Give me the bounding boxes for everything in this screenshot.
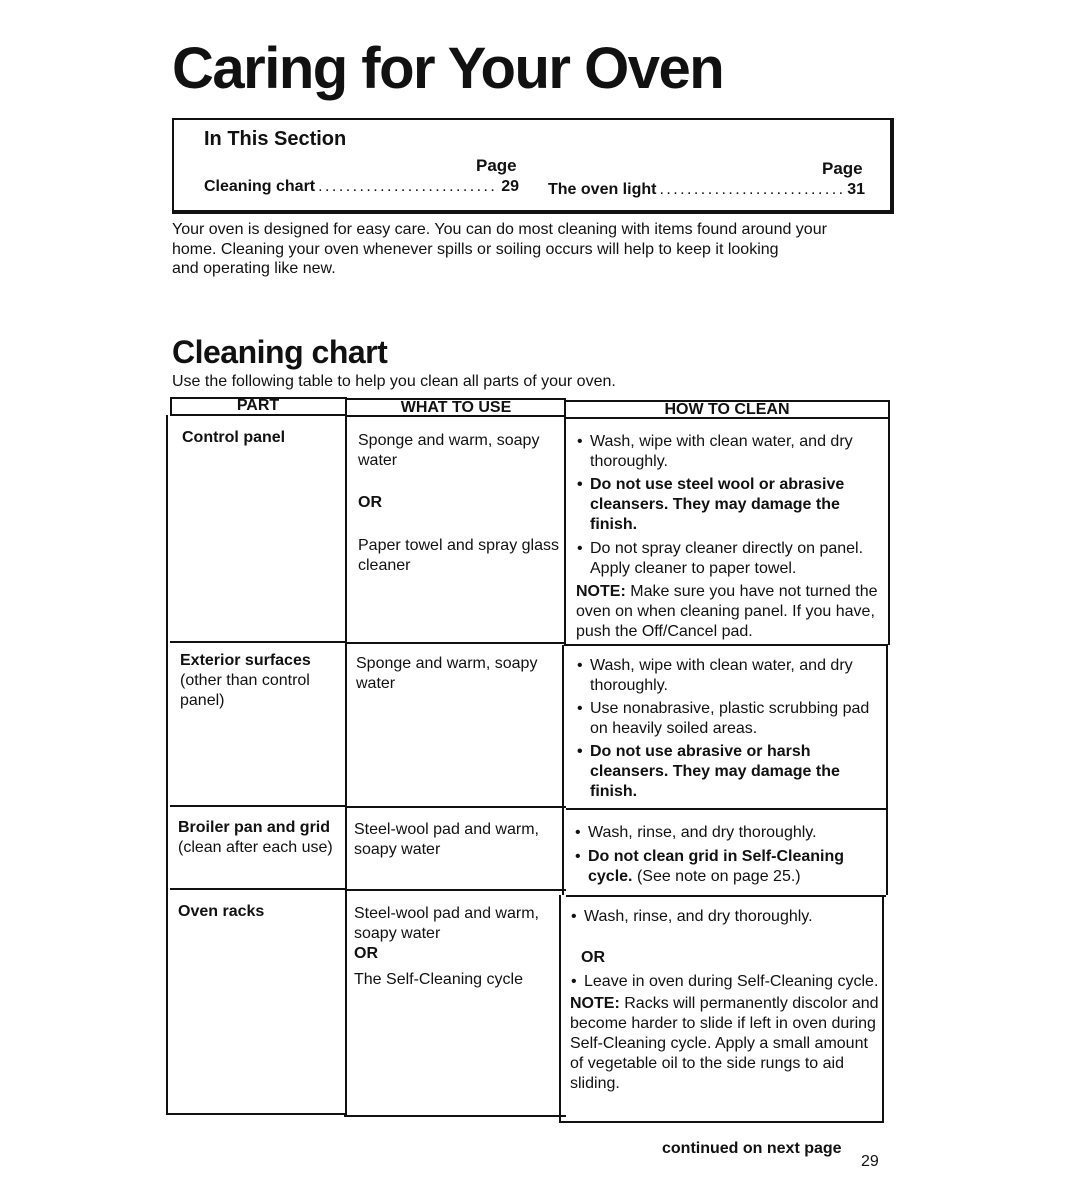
how-to-clean-cell <box>570 907 880 1094</box>
cleaning-chart-title: Cleaning chart <box>172 334 388 370</box>
toc-entry-oven-light[interactable] <box>548 181 865 199</box>
note-text: Racks will permanently discolor and become harder to slide if left in oven during Self-Cleaning cycle. Apply a small amount of vegetable oil to the side rungs to aid sliding. <box>570 995 879 1092</box>
note-label: NOTE: <box>576 583 626 600</box>
table-rule <box>888 400 890 645</box>
note-label: NOTE: <box>570 995 620 1012</box>
page-title: Caring for Your Oven <box>172 36 724 101</box>
instruction: • Wash, wipe with clean water, and dry thoroughly. <box>576 656 884 696</box>
in-this-section-box <box>172 118 894 214</box>
column-header-how-to-clean: HOW TO CLEAN <box>664 401 790 418</box>
table-row <box>178 818 338 858</box>
table-rule <box>562 645 564 895</box>
reference-text: (See note on page 25.) <box>636 868 801 885</box>
or-label: OR <box>354 945 378 962</box>
column-header-what-to-use: WHAT TO USE <box>400 399 512 416</box>
table-rule <box>344 1115 566 1117</box>
table-rule <box>170 888 346 890</box>
how-to-clean-cell <box>574 823 884 887</box>
toc-entry-label: The oven light <box>548 181 657 198</box>
part-qualifier: (other than control panel) <box>180 672 310 709</box>
toc-entry-label: Cleaning chart <box>204 178 316 195</box>
material: Steel-wool pad and warm, soapy water <box>354 821 539 858</box>
material: Sponge and warm, soapy water <box>356 655 538 692</box>
part-qualifier: (clean after each use) <box>178 839 333 856</box>
column-header-part: PART <box>236 397 280 414</box>
note-text: Make sure you have not turned the oven on when cleaning panel. If you have, push the Off/Cancel pad. <box>576 583 878 640</box>
instruction: • Use nonabrasive, plastic scrubbing pad on heavily soiled areas. <box>576 699 884 739</box>
instruction: • Wash, wipe with clean water, and dry thoroughly. <box>576 432 886 472</box>
table-rule <box>346 889 566 891</box>
cleaning-chart-intro: Use the following table to help you clean all parts of your oven. <box>172 373 616 390</box>
note <box>570 994 880 1094</box>
material: The Self-Cleaning cycle <box>354 971 523 988</box>
table-rule <box>886 644 888 895</box>
table-rule <box>566 895 886 897</box>
table-row <box>182 428 337 448</box>
continued-notice: continued on next page <box>662 1140 842 1157</box>
page-number: 29 <box>861 1153 879 1170</box>
part-name: Oven racks <box>178 903 265 920</box>
table-rule <box>170 805 346 807</box>
warning-instruction: • Do not use abrasive or harsh cleansers. They may damage the finish. <box>576 742 884 802</box>
part-name: Control panel <box>182 429 286 446</box>
page-column-label: Page <box>822 159 863 178</box>
toc-entry-page: 31 <box>847 181 865 198</box>
material: Paper towel and spray glass cleaner <box>358 537 559 574</box>
toc-entry-page: 29 <box>501 178 519 195</box>
section-heading: In This Section <box>204 128 347 150</box>
instruction: • Wash, rinse, and dry thoroughly. <box>570 907 880 927</box>
table-rule <box>345 397 347 1117</box>
or-label: OR <box>581 949 605 966</box>
note <box>576 582 886 642</box>
cleaning-chart-table <box>166 395 890 1125</box>
table-row <box>180 651 340 711</box>
how-to-clean-cell <box>576 656 884 802</box>
intro-paragraph: Your oven is designed for easy care. You can do most cleaning with items found around your home. Cleaning your oven whenever spills or soiling occurs will help to keep it looking and operating like new. <box>172 221 827 277</box>
what-to-use-cell <box>356 654 558 694</box>
instruction: • Do not spray cleaner directly on panel. Apply cleaner to paper towel. <box>576 539 886 579</box>
toc-entry-cleaning-chart[interactable] <box>204 178 519 196</box>
table-rule <box>566 808 886 810</box>
instruction: • Wash, rinse, and dry thoroughly. <box>574 823 884 843</box>
warning-instruction: Do not clean grid in Self-Cleaning cycle. <box>588 848 845 885</box>
leader-dots <box>318 178 498 196</box>
table-rule <box>882 895 884 1123</box>
table-rule <box>170 641 346 643</box>
leader-dots <box>659 181 844 199</box>
table-rule <box>559 895 561 1123</box>
material: Steel-wool pad and warm, soapy water <box>354 905 539 942</box>
page-column-label: Page <box>476 156 517 175</box>
part-name: Broiler pan and grid <box>178 819 331 836</box>
table-rule <box>346 806 566 808</box>
what-to-use-cell <box>358 431 560 576</box>
warning-instruction: • Do not use steel wool or abrasive cleansers. They may damage the finish. <box>576 475 886 535</box>
part-name: Exterior surfaces <box>180 652 311 669</box>
how-to-clean-cell <box>576 432 886 642</box>
table-rule <box>559 1121 883 1123</box>
or-label: OR <box>358 494 382 511</box>
table-rule <box>564 399 566 646</box>
what-to-use-cell <box>354 820 559 860</box>
instruction: • Leave in oven during Self-Cleaning cycle. <box>570 972 880 992</box>
what-to-use-cell <box>354 904 556 990</box>
material: Sponge and warm, soapy water <box>358 432 540 469</box>
table-rule <box>166 415 168 1115</box>
table-rule <box>566 644 888 646</box>
table-rule <box>346 642 566 644</box>
table-row <box>178 902 338 922</box>
table-rule <box>166 1113 346 1115</box>
